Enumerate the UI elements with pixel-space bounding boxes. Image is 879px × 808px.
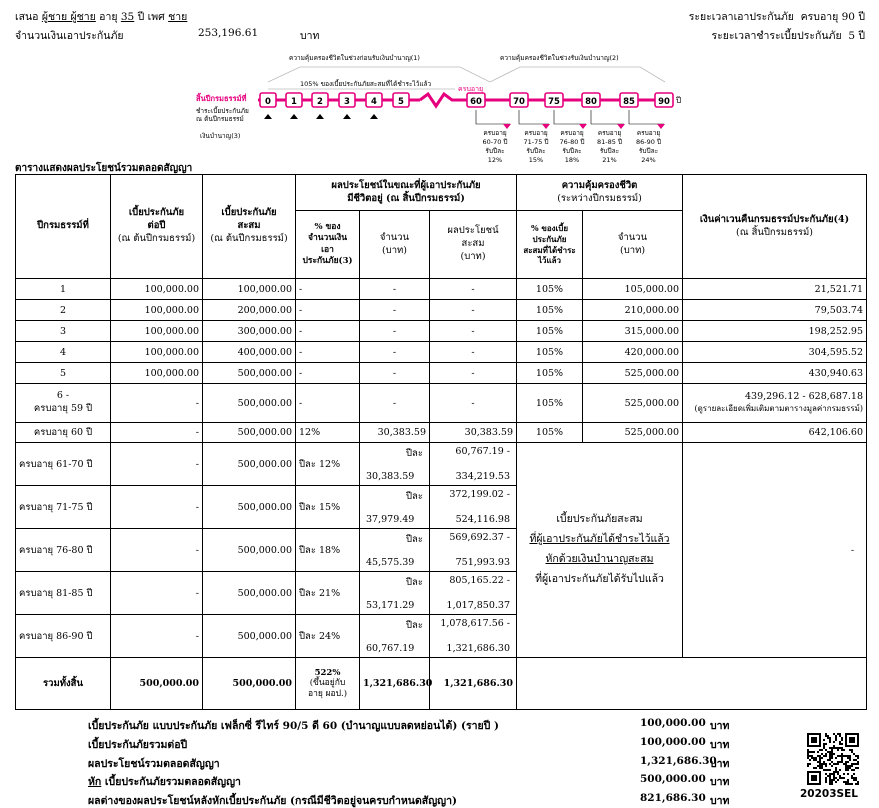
col-life-amount: จำนวน (บาท) xyxy=(583,211,683,279)
svg-text:18%: 18% xyxy=(564,156,580,164)
col-amount: จำนวน (บาท) xyxy=(360,211,430,279)
timeline-year-0 xyxy=(260,93,276,119)
svg-text:90: 90 xyxy=(658,97,670,107)
col-cum-premium: เบี้ยประกันภัย สะสม (ณ ต้นปีกรมธรรม์) xyxy=(203,175,296,279)
table-row: ครบอายุ 86-90 ปี - 500,000.00 ปีละ 24% ปีละ 60,767.19 1,078,617.56 - 1,321,686.30 xyxy=(16,615,867,658)
table-row: ครบอายุ 71-75 ปี - 500,000.00 ปีละ 15% ปีละ 37,979.49 372,199.02 - 524,116.98 xyxy=(16,486,867,529)
svg-text:รับปีละ: รับปีละ xyxy=(638,147,659,155)
svg-text:3: 3 xyxy=(344,97,350,107)
svg-text:2: 2 xyxy=(317,97,323,107)
annuity-bracket xyxy=(519,110,550,164)
timeline-year-3 xyxy=(339,93,355,119)
timeline-age-80 xyxy=(582,93,600,107)
table-row: 4 100,000.00 400,000.00 - - - 105% 420,000.00 304,595.52 xyxy=(16,342,867,363)
timeline-year-2 xyxy=(312,93,328,119)
annuity-bracket xyxy=(554,110,587,164)
col-premium: เบี้ยประกันภัย ต่อปี (ณ ต้นปีกรมธรรม์) xyxy=(111,175,203,279)
annuity-bracket xyxy=(591,110,625,164)
pay-premium-label: ชำระเบี้ยประกันภัย ณ ต้นปีกรมธรรม์ xyxy=(196,107,249,123)
summary-3-value: 1,321,686.30 xyxy=(640,755,717,767)
svg-text:1: 1 xyxy=(291,97,297,107)
table-row: 5 100,000.00 500,000.00 - - - 105% 525,000.00 430,940.63 xyxy=(16,363,867,384)
premium-arrow-icon xyxy=(343,114,351,119)
premium-arrow-icon xyxy=(264,114,272,119)
summary-3-label: ผลประโยชน์รวมตลอดสัญญา xyxy=(88,758,220,770)
premium-arrow-icon xyxy=(316,114,324,119)
svg-text:รับปีละ: รับปีละ xyxy=(599,147,620,155)
col-living-benefit: ผลประโยชน์ในขณะที่ผู้เอาประกันภัย มีชีวิตอยู่ (ณ สิ้นปีกรมธรรม์) xyxy=(296,175,517,211)
annuity-label: เงินบำนาญ(3) xyxy=(200,132,241,140)
svg-text:24%: 24% xyxy=(641,156,656,164)
timeline-year-5 xyxy=(393,93,409,107)
col-life-pct: % ของเบี้ย ประกันภัย สะสมที่ได้ชำระ ไว้แล้ว xyxy=(517,211,583,279)
timeline-age-70 xyxy=(510,93,528,107)
annuity-bracket xyxy=(476,110,511,164)
svg-text:0: 0 xyxy=(265,97,271,107)
sum-insured-value: 253,196.61 xyxy=(198,27,259,39)
svg-text:4: 4 xyxy=(371,97,377,107)
timeline-age-90 xyxy=(655,93,673,107)
coverage-period: ระยะเวลาเอาประกันภัย ครบอายุ 90 ปี xyxy=(688,11,865,23)
svg-text:รับปีละ: รับปีละ xyxy=(485,147,505,155)
col-pct-sum: % ของ จำนวนเงิน เอา ประกันภัย(3) xyxy=(296,211,360,279)
svg-text:70: 70 xyxy=(513,97,525,107)
svg-text:5: 5 xyxy=(398,97,404,107)
table-row: ครบอายุ 61-70 ปี - 500,000.00 ปีละ 12% ปีละ 30,383.59 60,767.19 - 334,219.53 เบี้ยประกันภัยสะสม ที่ผู้เอาประกันภัยได้ชำระไว้แล้ว หักด้วยเงินบำนาญสะสม ที่ผู้เอาประกันภัยได้รับไปแล้ว - xyxy=(16,443,867,486)
table-row: 2 100,000.00 200,000.00 - - - 105% 210,000.00 79,503.74 xyxy=(16,300,867,321)
sum-insured-label: จำนวนเงินเอาประกันภัย xyxy=(15,30,124,42)
table-row: ครบอายุ 76-80 ปี - 500,000.00 ปีละ 18% ปีละ 45,575.39 569,692.37 - 751,993.93 xyxy=(16,529,867,572)
cover-after-label: ความคุ้มครองชีวิตในช่วงรับเงินบำนาญ(2) xyxy=(500,54,619,62)
summary-1-value: 100,000.00 xyxy=(640,717,706,729)
year-unit: ปี xyxy=(676,96,682,105)
doc-code: 20203SEL xyxy=(800,788,858,800)
svg-text:รับปีละ: รับปีละ xyxy=(526,147,546,155)
timeline-age-85 xyxy=(620,93,638,107)
col-life-cover: ความคุ้มครองชีวิต (ระหว่างปีกรมธรรม์) xyxy=(517,175,683,211)
svg-text:85: 85 xyxy=(623,97,635,107)
age-label: ครบอายุ xyxy=(458,85,484,93)
svg-text:ครบอายุ: ครบอายุ xyxy=(560,129,584,137)
header-present: เสนอ ผู้ชาย ผู้ชาย อายุ 35 ปี เพศ ชาย xyxy=(15,11,188,23)
timeline-age-60 xyxy=(467,93,485,107)
svg-text:86-90 ปี: 86-90 ปี xyxy=(635,138,662,146)
svg-text:21%: 21% xyxy=(602,156,617,164)
svg-text:60-70 ปี: 60-70 ปี xyxy=(482,138,508,146)
col-cash-value: เงินค่าเวนคืนกรมธรรม์ประกันภัย(4) (ณ สิ้นปีกรมธรรม์) xyxy=(683,175,867,279)
table-row: ครบอายุ 81-85 ปี - 500,000.00 ปีละ 21% ปีละ 53,171.29 805,165.22 - 1,017,850.37 xyxy=(16,572,867,615)
merged-life-cover-note: เบี้ยประกันภัยสะสม ที่ผู้เอาประกันภัยได้ชำระไว้แล้ว หักด้วยเงินบำนาญสะสม ที่ผู้เอาประกันภัยได้รับไปแล้ว xyxy=(517,443,683,658)
table-row: ครบอายุ 60 ปี - 500,000.00 12% 30,383.59 30,383.59 105% 525,000.00 642,106.60 xyxy=(16,423,867,443)
svg-text:81-85 ปี: 81-85 ปี xyxy=(596,138,623,146)
table-row: 6 - ครบอายุ 59 ปี - 500,000.00 - - - 105% 525,000.00 439,296.12 - 628,687.18 (ดูรายละเอียดเพิ่มเติมตามตารางมูลค่ากรมธรรม์) xyxy=(16,384,867,423)
premium-period: ระยะเวลาชำระเบี้ยประกันภัย 5 ปี xyxy=(711,30,865,42)
summary-2-label: เบี้ยประกันภัยรวมต่อปี xyxy=(88,739,188,751)
svg-text:15%: 15% xyxy=(528,156,544,164)
timeline-diagram xyxy=(0,40,879,170)
premium-pct-label: 105% ของเบี้ยประกันภัยสะสมที่ได้ชำระไว้แล้ว xyxy=(300,80,432,88)
table-row: 3 100,000.00 300,000.00 - - - 105% 315,000.00 198,252.95 xyxy=(16,321,867,342)
premium-arrow-icon xyxy=(290,114,298,119)
svg-text:60: 60 xyxy=(470,97,482,107)
summary-4-value: 500,000.00 xyxy=(640,773,706,785)
policy-year-end-label: สิ้นปีกรมธรรม์ที่ xyxy=(196,94,247,103)
svg-text:ครบอายุ: ครบอายุ xyxy=(483,129,507,137)
present-name: ผู้ชาย ผู้ชาย xyxy=(41,11,96,23)
summary-5-value: 821,686.30 xyxy=(640,792,706,804)
annuity-bracket xyxy=(629,110,665,164)
qr-code-icon xyxy=(807,733,859,785)
total-row: รวมทั้งสิ้น 500,000.00 500,000.00 522% (ขึ้นอยู่กับ อายุ ผอป.) 1,321,686.30 1,321,686.30 xyxy=(16,658,867,710)
summary-5-label: ผลต่างของผลประโยชน์หลังหักเบี้ยประกันภัย (กรณีมีชีวิตอยู่จนครบกำหนดสัญญา) xyxy=(88,795,457,807)
summary-1-label: เบี้ยประกันภัย แบบประกันภัย เฟล็กซี่ รีไทร์ 90/5 ดี 60 (บำนาญแบบลดหย่อนได้) (รายปี ) xyxy=(88,720,499,732)
col-year: ปีกรมธรรม์ที่ xyxy=(16,175,111,279)
table-caption: ตารางแสดงผลประโยชน์รวมตลอดสัญญา xyxy=(15,163,193,174)
cover-before-label: ความคุ้มครองชีวิตในช่วงก่อนรับเงินบำนาญ(1) xyxy=(289,54,420,62)
svg-text:12%: 12% xyxy=(487,156,503,164)
timeline-year-4 xyxy=(366,93,382,119)
svg-text:71-75 ปี: 71-75 ปี xyxy=(523,138,549,146)
premium-arrow-icon xyxy=(370,114,378,119)
timeline-year-1 xyxy=(286,93,302,119)
col-benefit-cum: ผลประโยชน์ สะสม (บาท) xyxy=(430,211,517,279)
table-row: 1 100,000.00 100,000.00 - - - 105% 105,000.00 21,521.71 xyxy=(16,279,867,300)
svg-text:ครบอายุ: ครบอายุ xyxy=(524,129,548,137)
benefit-table xyxy=(15,174,867,710)
svg-text:ครบอายุ: ครบอายุ xyxy=(597,129,622,137)
svg-text:75: 75 xyxy=(548,97,560,107)
svg-text:ครบอายุ: ครบอายุ xyxy=(636,129,661,137)
sum-insured-unit: บาท xyxy=(300,30,320,42)
svg-text:80: 80 xyxy=(585,97,597,107)
summary-4-label: หัก เบี้ยประกันภัยรวมตลอดสัญญา xyxy=(88,776,241,788)
svg-text:76-80 ปี: 76-80 ปี xyxy=(559,138,585,146)
svg-text:รับปีละ: รับปีละ xyxy=(562,147,582,155)
summary-2-value: 100,000.00 xyxy=(640,736,706,748)
timeline-age-75 xyxy=(545,93,563,107)
